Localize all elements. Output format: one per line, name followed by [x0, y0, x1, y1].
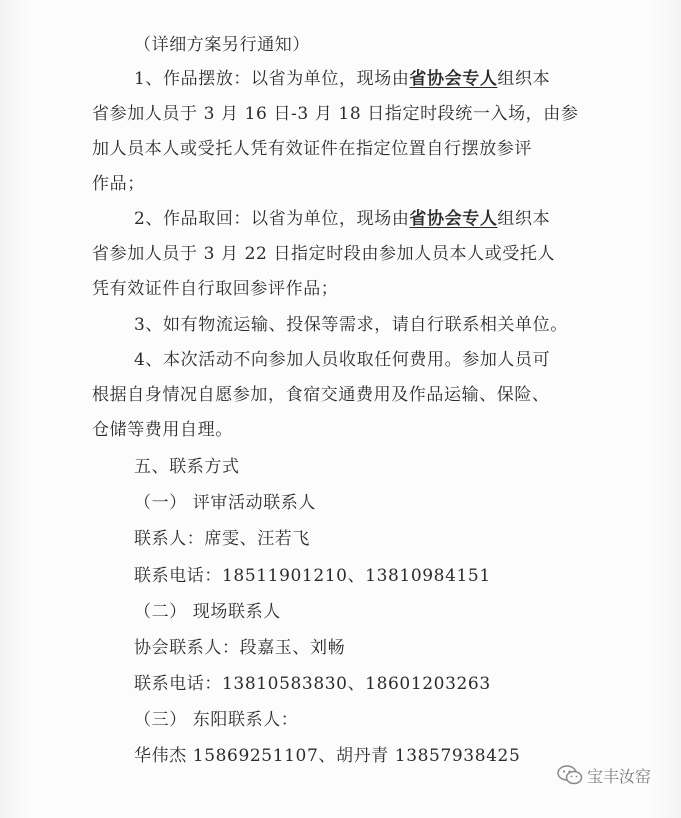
- item-1-line-2: 省参加人员于 3 月 16 日-3 月 18 日指定时段统一入场，由参: [92, 104, 579, 124]
- item-1-emphasis: 省协会专人: [409, 69, 498, 89]
- item-4-line-2: 根据自身情况自愿参加，食宿交通费用及作品运输、保险、: [92, 385, 550, 405]
- item-2-line-1: [134, 208, 550, 230]
- item-1-line-3: 加人员本人或受托人凭有效证件在指定位置自行摆放参评: [92, 139, 532, 159]
- watermark: [557, 762, 651, 788]
- item-3-line: 3、如有物流运输、投保等需求，请自行联系相关单位。: [134, 315, 568, 335]
- item-4-line-1: 4、本次活动不向参加人员收取任何费用。参加人员可: [134, 350, 551, 370]
- subsection-2-contacts: 协会联系人：段嘉玉、刘畅: [134, 638, 346, 658]
- note-line: （详细方案另行通知）: [134, 35, 310, 55]
- item-1-prefix: 1、作品摆放：以省为单位，现场由: [134, 69, 410, 89]
- subsection-3-heading: （三） 东阳联系人：: [134, 710, 299, 730]
- wechat-icon: [557, 764, 583, 786]
- subsection-1-phones: 联系电话：18511901210、13810984151: [134, 566, 491, 586]
- subsection-3-contacts: 华伟杰 15869251107、胡丹青 13857938425: [134, 746, 521, 766]
- subsection-1-heading: （一） 评审活动联系人: [134, 493, 317, 513]
- watermark-text: 宝丰汝窑: [586, 766, 651, 786]
- item-2-line-2: 省参加人员于 3 月 22 日指定时段由参加人员本人或受托人: [92, 244, 556, 264]
- item-1-line-4: 作品；: [92, 174, 145, 194]
- subsection-1-contacts: 联系人：席雯、汪若飞: [134, 529, 310, 549]
- subsection-2-phones: 联系电话：13810583830、18601203263: [134, 674, 491, 694]
- item-1-suffix: 组织本: [497, 69, 551, 89]
- item-4-line-3: 仓储等费用自理。: [92, 420, 233, 440]
- subsection-2-heading: （二） 现场联系人: [134, 602, 281, 622]
- item-2-emphasis: 省协会专人: [409, 209, 498, 229]
- section-5-heading: 五、联系方式: [134, 457, 240, 477]
- item-1-line-1: [134, 68, 550, 90]
- item-2-prefix: 2、作品取回：以省为单位，现场由: [134, 209, 410, 229]
- item-2-line-3: 凭有效证件自行取回参评作品；: [92, 279, 339, 299]
- item-2-suffix: 组织本: [497, 209, 551, 229]
